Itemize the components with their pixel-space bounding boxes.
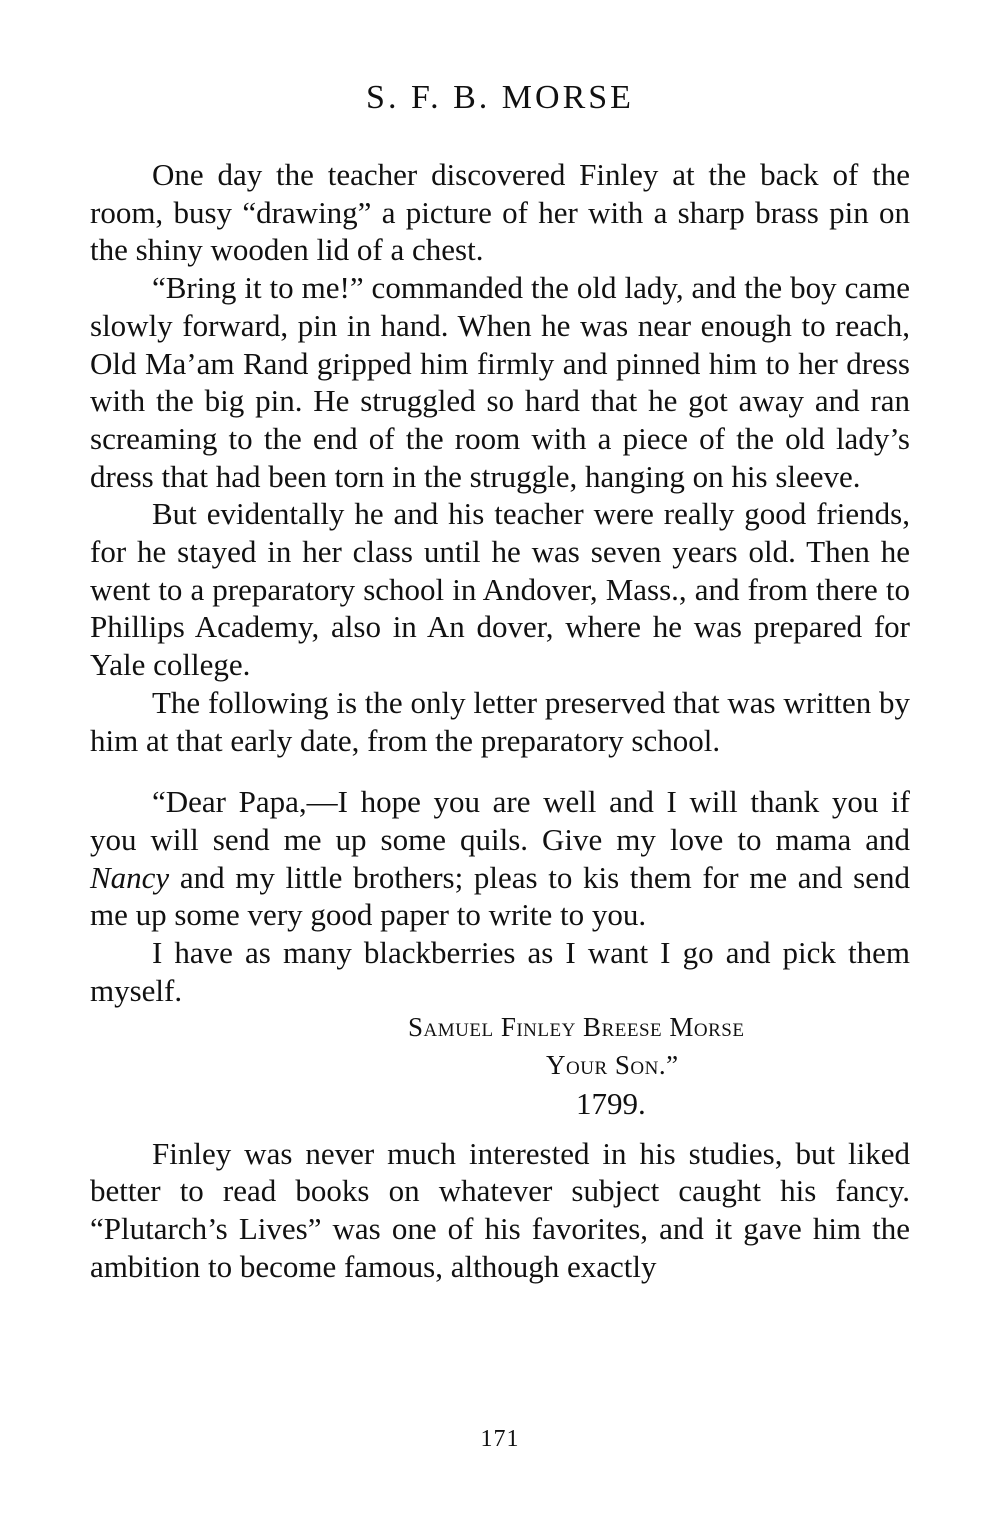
paragraph-teacher-discovered: One day the teacher discovered Finley at the back of the room, busy “drawing” a picture of her with a sharp brass pin on the shiny wooden lid of a chest. [90, 157, 910, 268]
book-page [90, 78, 910, 1478]
paragraph-never-interested: Finley was never much interested in his studies, but liked better to read books on whatever subject caught his fancy. “Plutarch’s Lives” was one of his favorites, and it gave him the ambition to become famous, although exactly [90, 1135, 910, 1284]
running-head: S. F. B. MORSE [366, 79, 634, 116]
spacer [90, 1123, 910, 1135]
paragraph-bring-it-to-me: “Bring it to me!” commanded the old lady, and the boy came slowly forward, pin in hand. When he was near enough to reach, Old Ma’am Rand gripped him firmly and pinned him to her dress with the big pin. He struggled so hard that he got away and ran screaming to the end of the room with a piece of the old lady’s dress that had been torn in the struggle, hanging on his sleeve. [90, 270, 910, 494]
letter-text-end: and my little brothers; pleas to kis them for me and send me up some very good paper to write to you. [90, 859, 910, 933]
letter-name-nancy: Nancy [90, 859, 170, 895]
spacer [90, 759, 910, 783]
paragraph-good-friends: But evidentally he and his teacher were really good friends, for he stayed in her class until he was seven years old. Then he went to a preparatory school in Andover, Mass., and from there to Phillips Academy, also in An dover, where he was prepared for Yale college. [90, 496, 910, 683]
letter-signature-closing: Your Son.” [546, 1050, 679, 1081]
letter-paragraph-dear-papa [90, 783, 910, 934]
letter-paragraph-blackberries: I have as many blackberries as I want I go and pick them myself. [90, 935, 910, 1008]
letter-text-start: “Dear Papa,—I hope you are well and I will thank you if you will send me up some quils. Give my love to mama and [90, 784, 910, 857]
letter-year: 1799. [576, 1085, 646, 1121]
letter-signature-name: Samuel Finley Breese Morse [408, 1012, 745, 1043]
page-number: 171 [480, 1426, 520, 1452]
paragraph-only-letter: The following is the only letter preserved that was written by him at that early date, from the preparatory school. [90, 684, 910, 758]
